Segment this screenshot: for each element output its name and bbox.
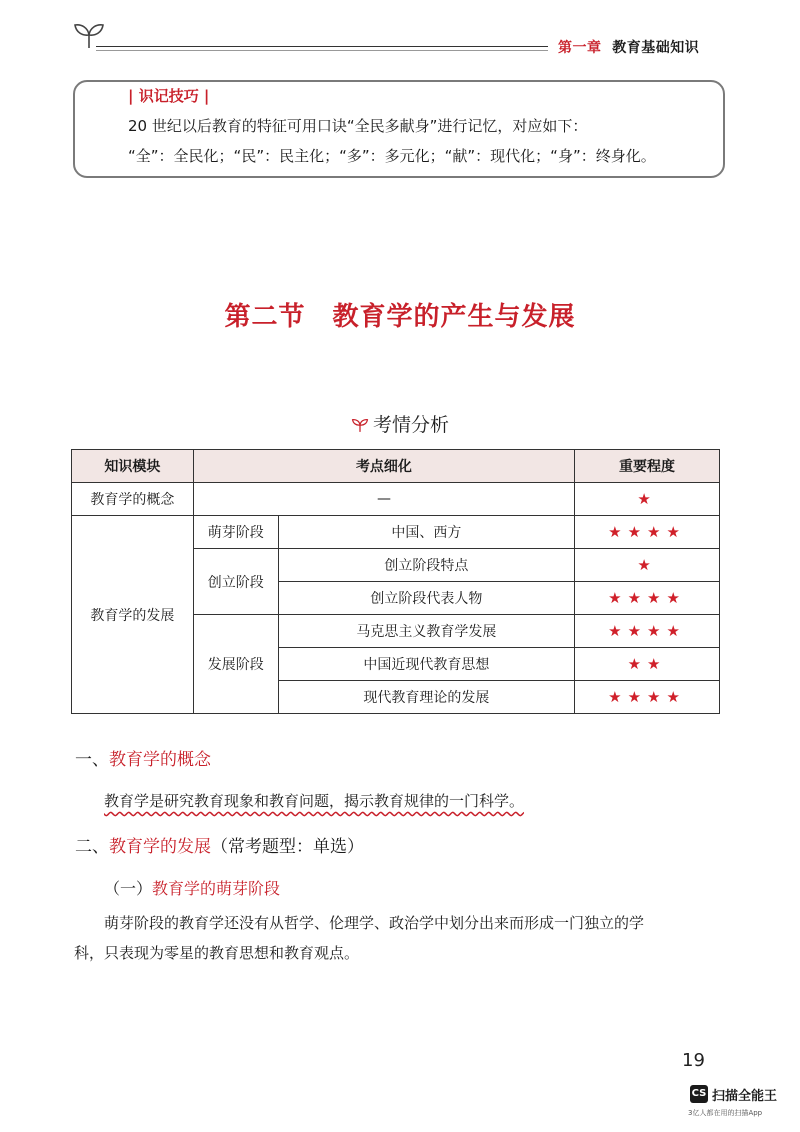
heading-number: 二、 xyxy=(75,837,109,857)
header-module: 知识模块 xyxy=(72,450,194,483)
scanner-tagline: 3亿人都在用的扫描App xyxy=(688,1109,763,1117)
analysis-heading xyxy=(0,410,800,437)
importance-stars: ★★★★ xyxy=(575,582,720,615)
importance-stars: ★★★★ xyxy=(575,615,720,648)
module-cell: 教育学的发展 xyxy=(72,516,194,714)
detail-cell: 中国近现代教育思想 xyxy=(278,648,574,681)
definition-text: 教育学是研究教育现象和教育问题，揭示教育规律的一门科学。 xyxy=(104,792,525,810)
header-rule-thin xyxy=(96,50,548,51)
analysis-title: 考情分析 xyxy=(372,414,449,436)
heading-text: 教育学的发展 xyxy=(109,837,211,857)
exam-analysis-table xyxy=(71,449,720,714)
table-row xyxy=(72,483,720,516)
heading-note: （常考题型：单选） xyxy=(211,837,364,857)
sprout-icon xyxy=(351,416,369,434)
header-importance: 重要程度 xyxy=(575,450,720,483)
page-number: 19 xyxy=(682,1050,705,1071)
detail-cell: 现代教育理论的发展 xyxy=(278,681,574,714)
detail-cell: 马克思主义教育学发展 xyxy=(278,615,574,648)
chapter-number: 第一章 xyxy=(558,40,602,56)
heading-development xyxy=(75,832,364,857)
importance-stars: ★★★★ xyxy=(575,516,720,549)
subheading-number: （一） xyxy=(104,879,153,898)
tip-line-1: 20 世纪以后教育的特征可用口诀“全民多献身”进行记忆，对应如下： xyxy=(128,117,588,135)
importance-stars: ★ xyxy=(575,483,720,516)
detail-cell: — xyxy=(193,483,574,516)
section-title: 第二节 教育学的产生与发展 xyxy=(224,302,576,332)
module-cell: 教育学的概念 xyxy=(72,483,194,516)
paragraph-line-2: 科，只表现为零星的教育思想和教育观点。 xyxy=(74,944,360,962)
stage-cell: 萌芽阶段 xyxy=(193,516,278,549)
tip-line-2: “全”：全民化；“民”：民主化；“多”：多元化；“献”：现代化；“身”：终身化。 xyxy=(128,147,656,165)
stage-cell: 创立阶段 xyxy=(193,549,278,615)
table-row xyxy=(72,516,720,549)
scanner-name: 扫描全能王 xyxy=(712,1089,778,1104)
chapter-heading xyxy=(558,37,699,57)
importance-stars: ★★★★ xyxy=(575,681,720,714)
importance-stars: ★ xyxy=(575,549,720,582)
detail-cell: 创立阶段代表人物 xyxy=(278,582,574,615)
stage-cell: 发展阶段 xyxy=(193,615,278,714)
table-header-row xyxy=(72,450,720,483)
chapter-title: 教育基础知识 xyxy=(612,40,700,56)
subheading-budding xyxy=(104,876,280,899)
header-rule xyxy=(96,46,548,47)
subheading-text: 教育学的萌芽阶段 xyxy=(152,879,281,898)
tip-title: | 识记技巧 | xyxy=(128,87,210,105)
importance-stars: ★★ xyxy=(575,648,720,681)
detail-cell: 中国、西方 xyxy=(278,516,574,549)
header-detail: 考点细化 xyxy=(193,450,574,483)
heading-number: 一、 xyxy=(75,750,109,770)
detail-cell: 创立阶段特点 xyxy=(278,549,574,582)
scanner-logo-icon: CS xyxy=(690,1085,708,1103)
heading-concept xyxy=(75,745,211,770)
heading-text: 教育学的概念 xyxy=(109,750,211,770)
paragraph-line-1: 萌芽阶段的教育学还没有从哲学、伦理学、政治学中划分出来而形成一门独立的学 xyxy=(104,914,645,932)
